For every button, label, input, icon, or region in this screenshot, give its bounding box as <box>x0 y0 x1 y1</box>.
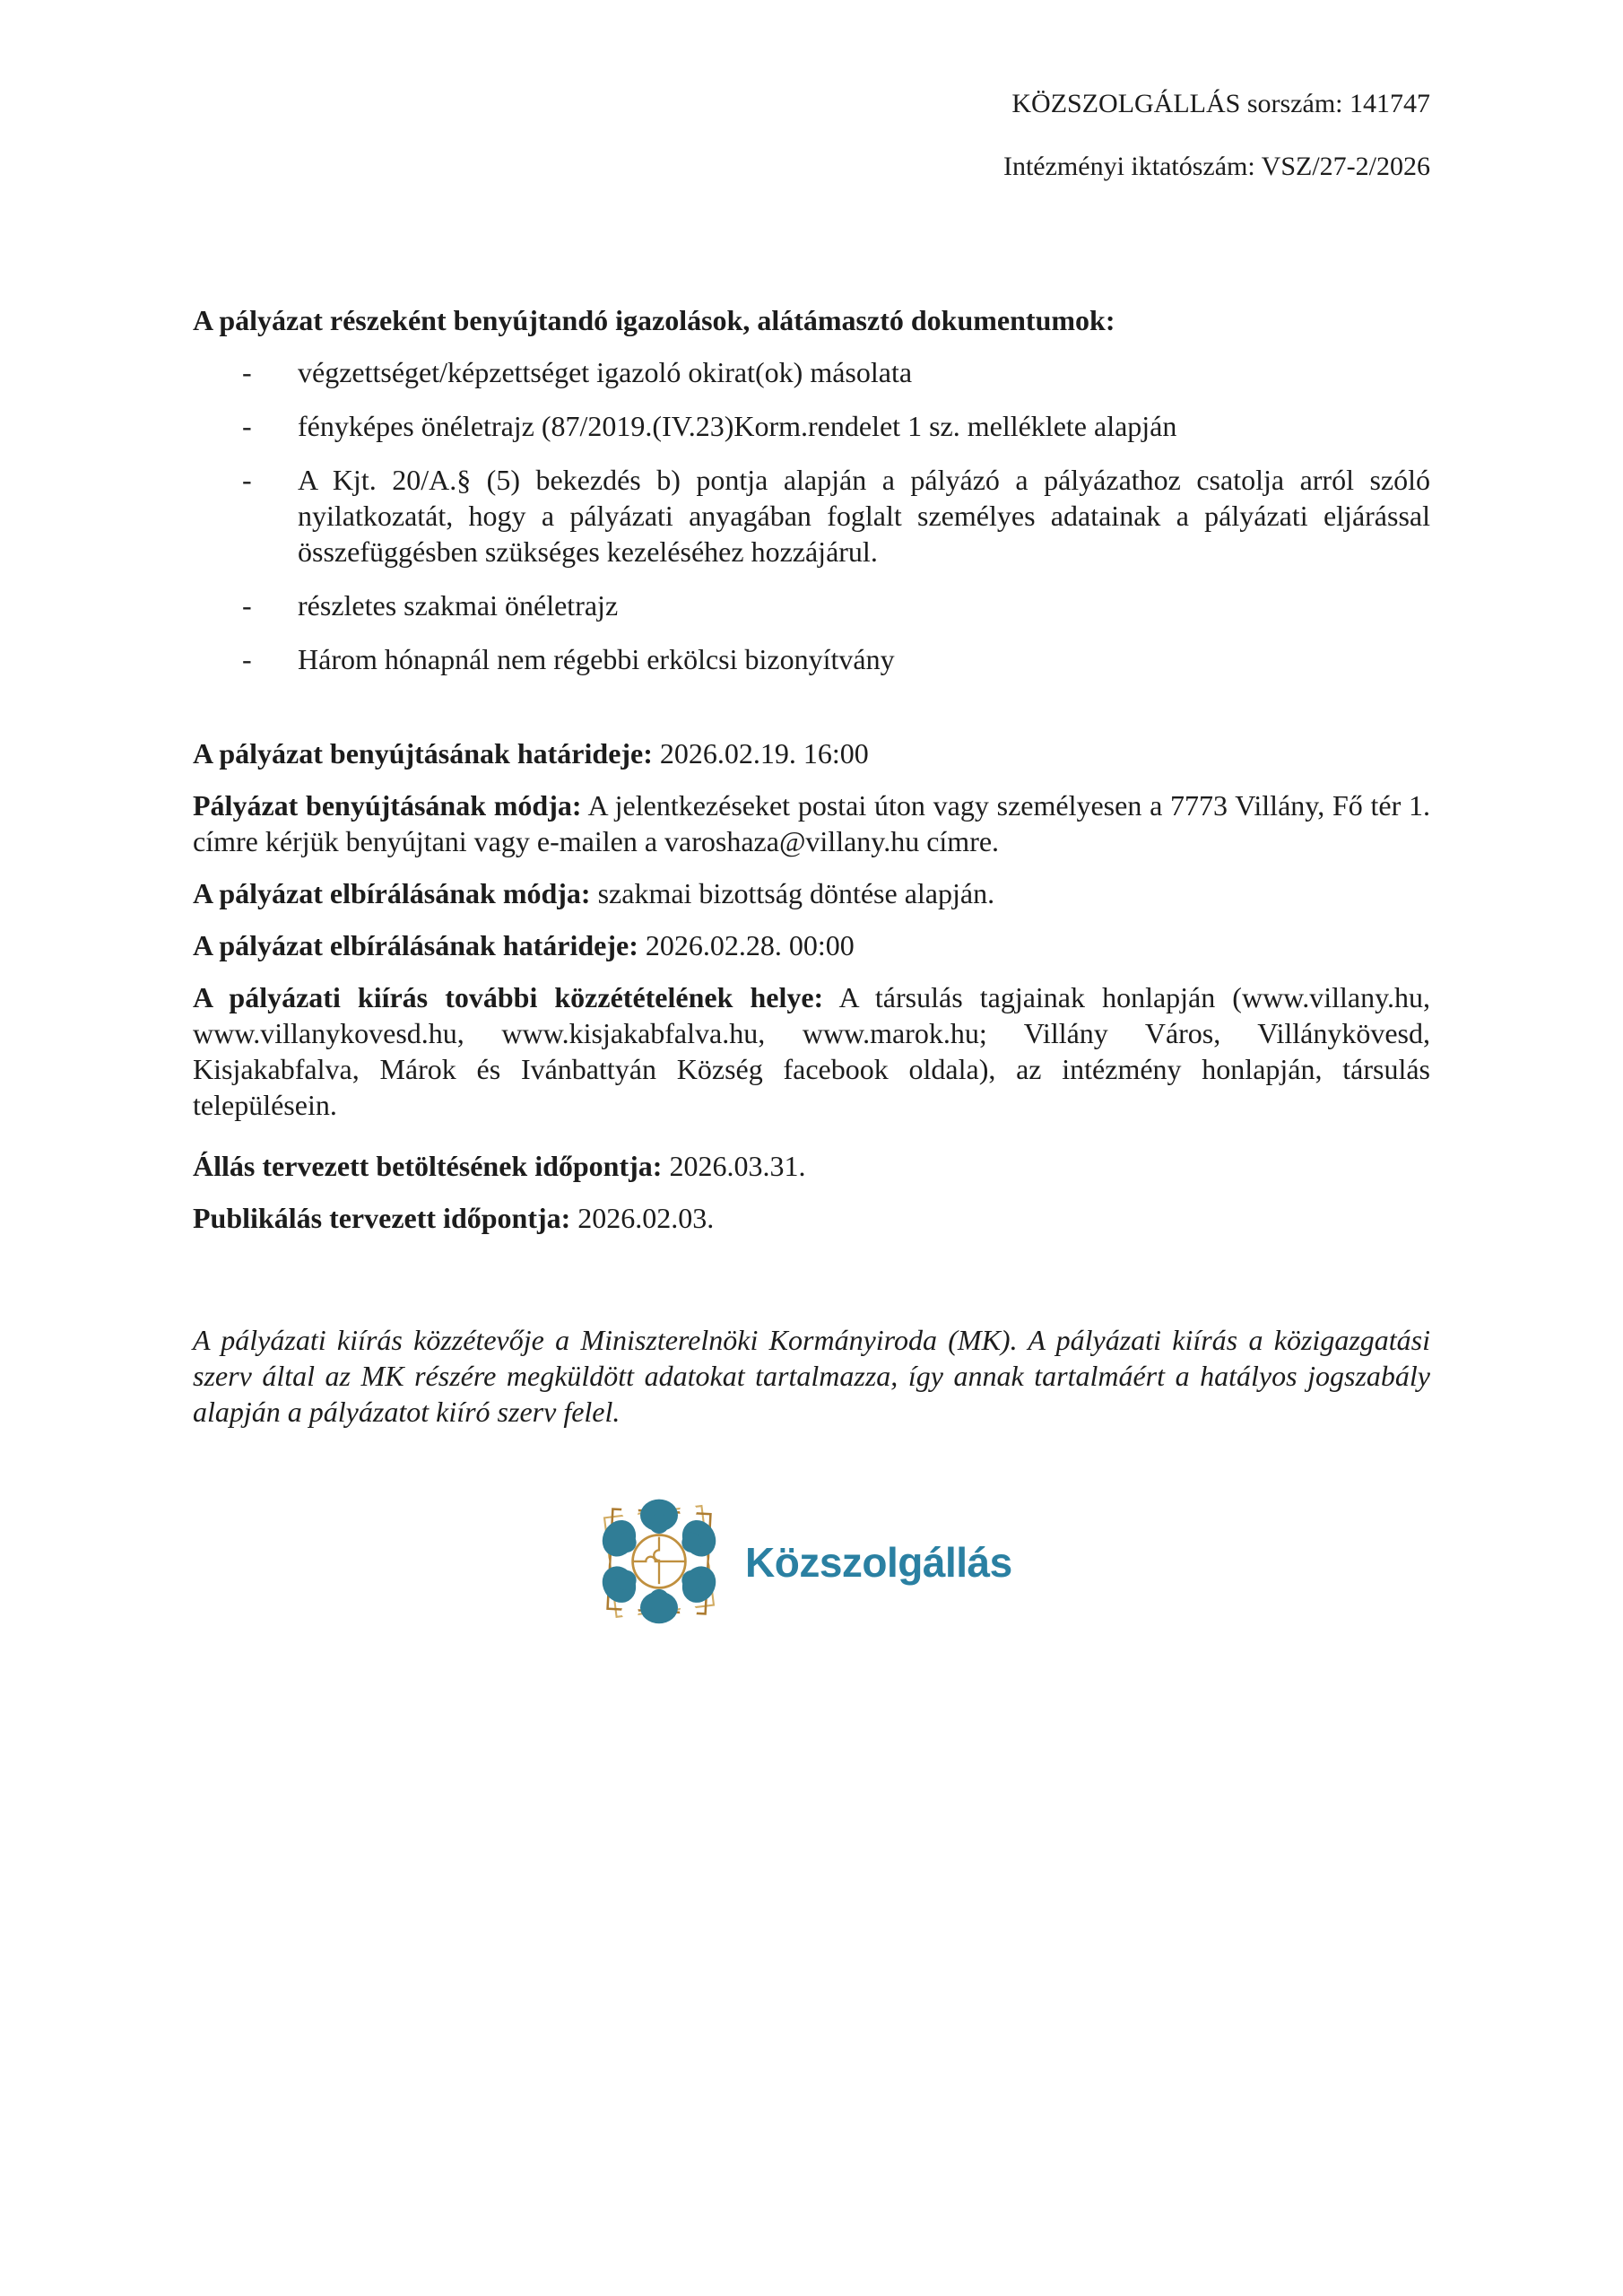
field-label: A pályázat elbírálásának határideje: <box>193 929 638 961</box>
list-item-text: fényképes önéletrajz (87/2019.(IV.23)Korm.rendelet 1 sz. melléklete alapján <box>298 410 1177 442</box>
field-submission-deadline <box>193 735 1430 771</box>
list-item-text: A Kjt. 20/A.§ (5) bekezdés b) pontja alapján a pályázó a pályázathoz csatolja arról szóló nyilatkozatát, hogy a pályázati anyagában foglalt személyes adatainak a pályázati eljárással összefüggésben szükséges kezeléséhez hozzájárul. <box>298 464 1430 568</box>
list-item <box>193 587 1430 623</box>
field-value: 2026.02.19. 16:00 <box>659 737 869 770</box>
bullet-dash: - <box>242 589 252 622</box>
kozszolgallas-logo-icon <box>587 1487 731 1638</box>
bullet-dash: - <box>242 464 252 496</box>
required-documents-list <box>193 354 1430 677</box>
disclaimer-paragraph: A pályázati kiírás közzétevője a Miniszterelnöki Kormányiroda (MK). A pályázati kiírás a közigazgatási szerv által az MK részére megküldött adatokat tartalmazza, így annak tartalmáért a hatályos jogszabály alapján a pályázatot kiíró szerv felel. <box>193 1324 1430 1428</box>
field-publication-date <box>193 1200 1430 1236</box>
field-label: A pályázat benyújtásának határideje: <box>193 737 653 770</box>
bullet-dash: - <box>242 356 252 388</box>
field-value: 2026.02.03. <box>577 1202 715 1234</box>
section-title: A pályázat részeként benyújtandó igazolások, alátámasztó dokumentumok: <box>193 304 1115 336</box>
bullet-dash: - <box>242 410 252 442</box>
kozszolgallas-logo <box>587 1487 1012 1638</box>
field-label: Pályázat benyújtásának módja: <box>193 789 582 822</box>
list-item-text: végzettséget/képzettséget igazoló okirat(ok) másolata <box>298 356 913 388</box>
field-label: A pályázati kiírás további közzétételének helye: <box>193 981 824 1013</box>
field-value: 2026.03.31. <box>669 1150 806 1182</box>
field-value: A jelentkezéseket postai úton vagy személyesen a 7773 Villány, Fő tér 1. címre kérjük benyújtani vagy e-mailen a varoshaza@villany.hu címre. <box>193 789 1431 857</box>
field-position-start-date <box>193 1148 1430 1184</box>
serial-number-line: KÖZSZOLGÁLLÁS sorszám: 141747 <box>1011 89 1430 118</box>
list-item <box>193 408 1430 444</box>
field-value: szakmai bizottság döntése alapján. <box>597 877 995 909</box>
field-value: 2026.02.28. 00:00 <box>645 929 855 961</box>
field-label: Publikálás tervezett időpontja: <box>193 1202 571 1234</box>
list-item <box>193 462 1430 570</box>
list-item <box>193 641 1430 677</box>
logo-wordmark: Közszolgállás <box>745 1539 1012 1586</box>
field-evaluation-deadline <box>193 927 1430 963</box>
field-value: A társulás tagjainak honlapján (www.villany.hu, www.villanykovesd.hu, www.kisjakabfalva.hu, www.marok.hu; Villány Város, Villánykövesd, Kisjakabfalva, Márok és Ivánbattyán Község facebook oldala), az intézmény honlapján, társulás településein. <box>193 981 1431 1121</box>
field-publication-places <box>193 979 1430 1123</box>
list-item <box>193 354 1430 390</box>
field-evaluation-method <box>193 875 1430 911</box>
page-content <box>193 0 1430 1638</box>
field-submission-method <box>193 787 1430 859</box>
field-label: Állás tervezett betöltésének időpontja: <box>193 1150 663 1182</box>
field-label: A pályázat elbírálásának módja: <box>193 877 591 909</box>
bullet-dash: - <box>242 643 252 675</box>
list-item-text: részletes szakmai önéletrajz <box>298 589 619 622</box>
registry-number-line: Intézményi iktatószám: VSZ/27-2/2026 <box>1002 152 1430 181</box>
logo-puzzle-circle <box>633 1535 686 1588</box>
document-header <box>193 86 1430 185</box>
list-item-text: Három hónapnál nem régebbi erkölcsi bizonyítvány <box>298 643 895 675</box>
